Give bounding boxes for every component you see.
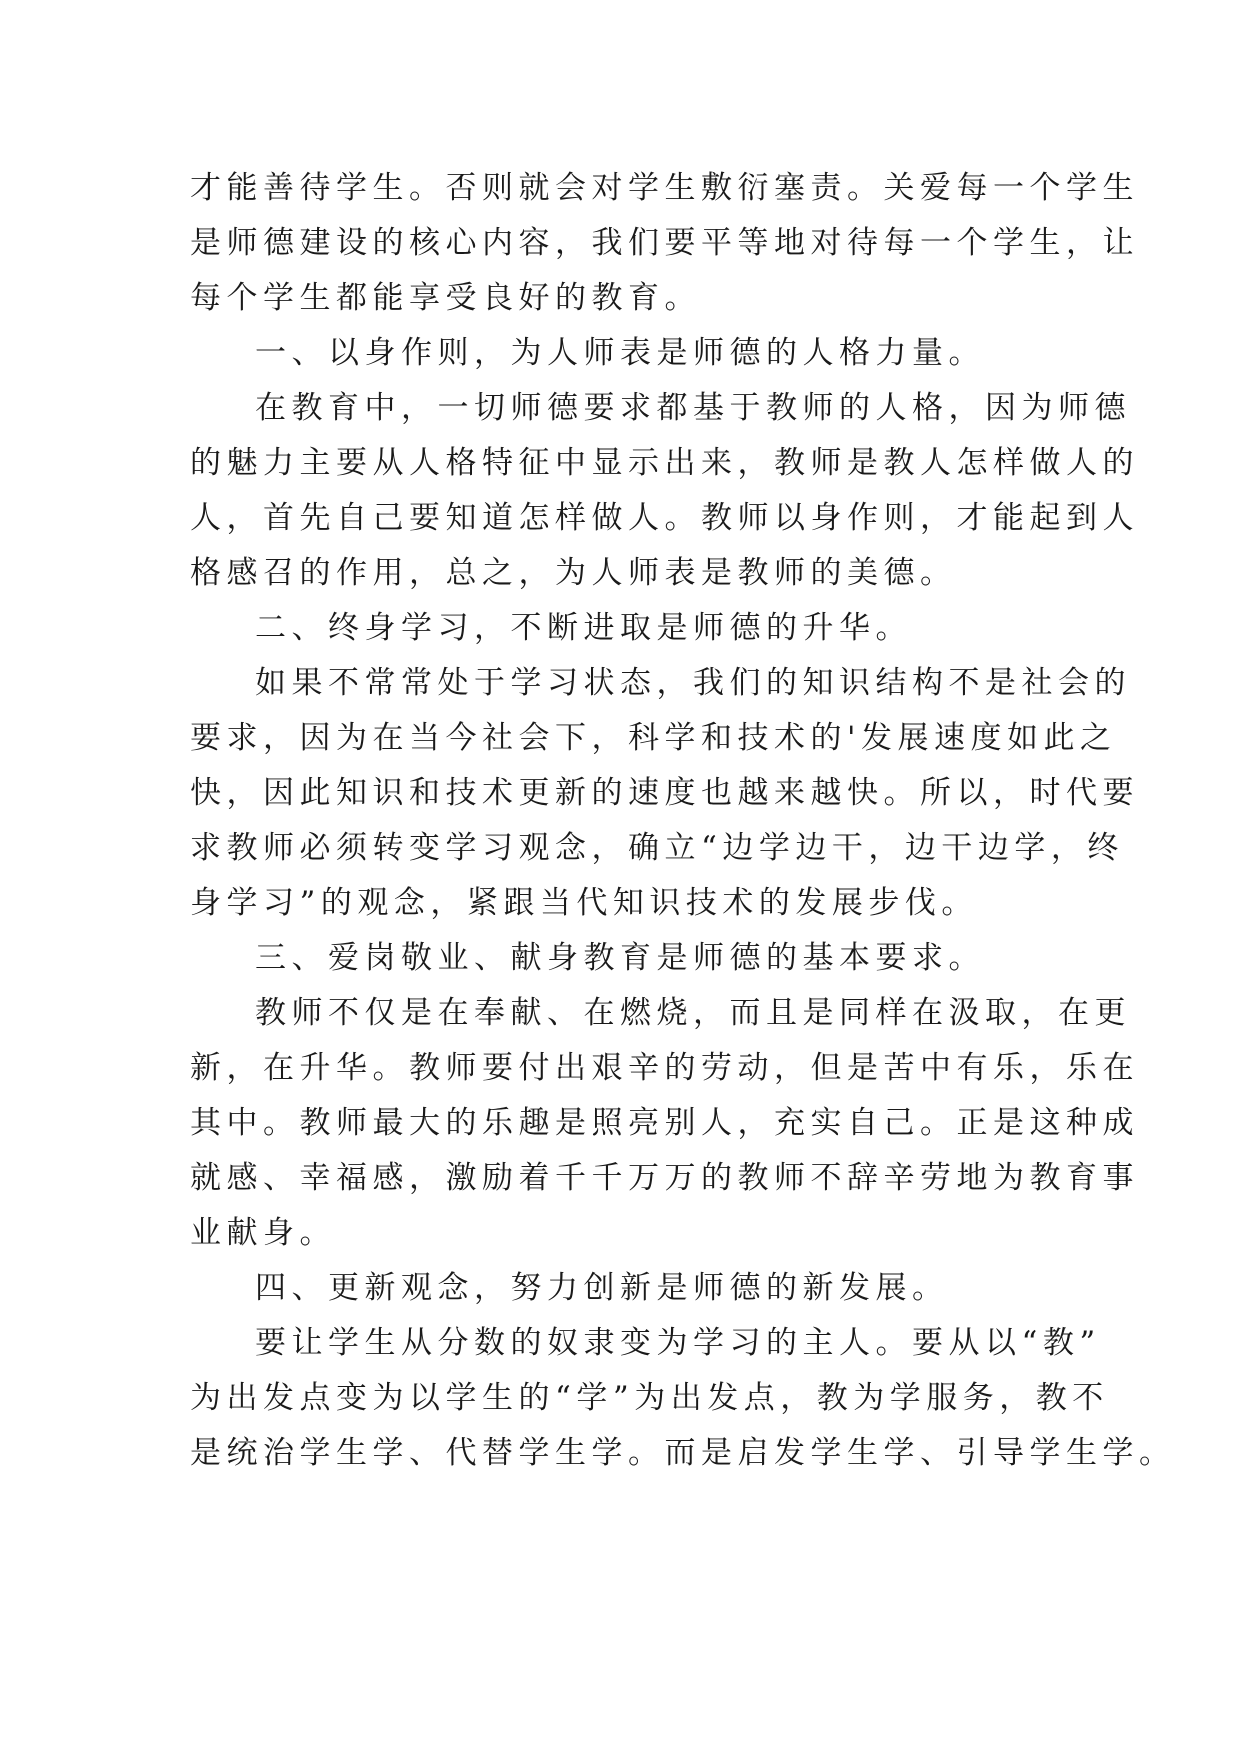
- text-line: 是师德建设的核心内容，我们要平等地对待每一个学生，让: [190, 225, 1139, 261]
- text-line: 教师不仅是在奉献、在燃烧，而且是同样在汲取，在更: [255, 995, 1131, 1031]
- section-heading: 四、更新观念，努力创新是师德的新发展。: [255, 1270, 949, 1306]
- text-line: 就感、幸福感，激励着千千万万的教师不辞辛劳地为教育事: [190, 1160, 1139, 1196]
- text-line: 业献身。: [190, 1215, 336, 1251]
- text-line: 的魅力主要从人格特征中显示出来，教师是教人怎样做人的: [190, 445, 1139, 481]
- text-line: 在教育中，一切师德要求都基于教师的人格，因为师德: [255, 390, 1131, 426]
- text-line: 如果不常常处于学习状态，我们的知识结构不是社会的: [255, 665, 1131, 701]
- text-line: 要求，因为在当今社会下，科学和技术的'发展速度如此之: [190, 720, 1117, 756]
- text-line: 为出发点变为以学生的“学”为出发点，教为学服务，教不: [190, 1380, 1109, 1416]
- section-heading: 一、以身作则，为人师表是师德的人格力量。: [255, 335, 985, 371]
- text-line: 才能善待学生。否则就会对学生敷衍塞责。关爱每一个学生: [190, 170, 1139, 206]
- section-heading: 三、爱岗敬业、献身教育是师德的基本要求。: [255, 940, 985, 976]
- text-line: 人，首先自己要知道怎样做人。教师以身作则，才能起到人: [190, 500, 1139, 536]
- text-line: 其中。教师最大的乐趣是照亮别人，充实自己。正是这种成: [190, 1105, 1139, 1141]
- text-line: 每个学生都能享受良好的教育。: [190, 280, 701, 316]
- text-line: 快，因此知识和技术更新的速度也越来越快。所以，时代要: [190, 775, 1139, 811]
- text-line: 身学习”的观念，紧跟当代知识技术的发展步伐。: [190, 885, 978, 921]
- text-line: 格感召的作用，总之，为人师表是教师的美德。: [190, 555, 957, 591]
- section-heading: 二、终身学习，不断进取是师德的升华。: [255, 610, 912, 646]
- text-line: 是统治学生学、代替学生学。而是启发学生学、引导学生学。: [190, 1435, 1176, 1471]
- text-line: 求教师必须转变学习观念，确立“边学边干，边干边学，终: [190, 830, 1124, 866]
- text-line: 要让学生从分数的奴隶变为学习的主人。要从以“教”: [255, 1325, 1101, 1361]
- text-line: 新，在升华。教师要付出艰辛的劳动，但是苦中有乐，乐在: [190, 1050, 1139, 1086]
